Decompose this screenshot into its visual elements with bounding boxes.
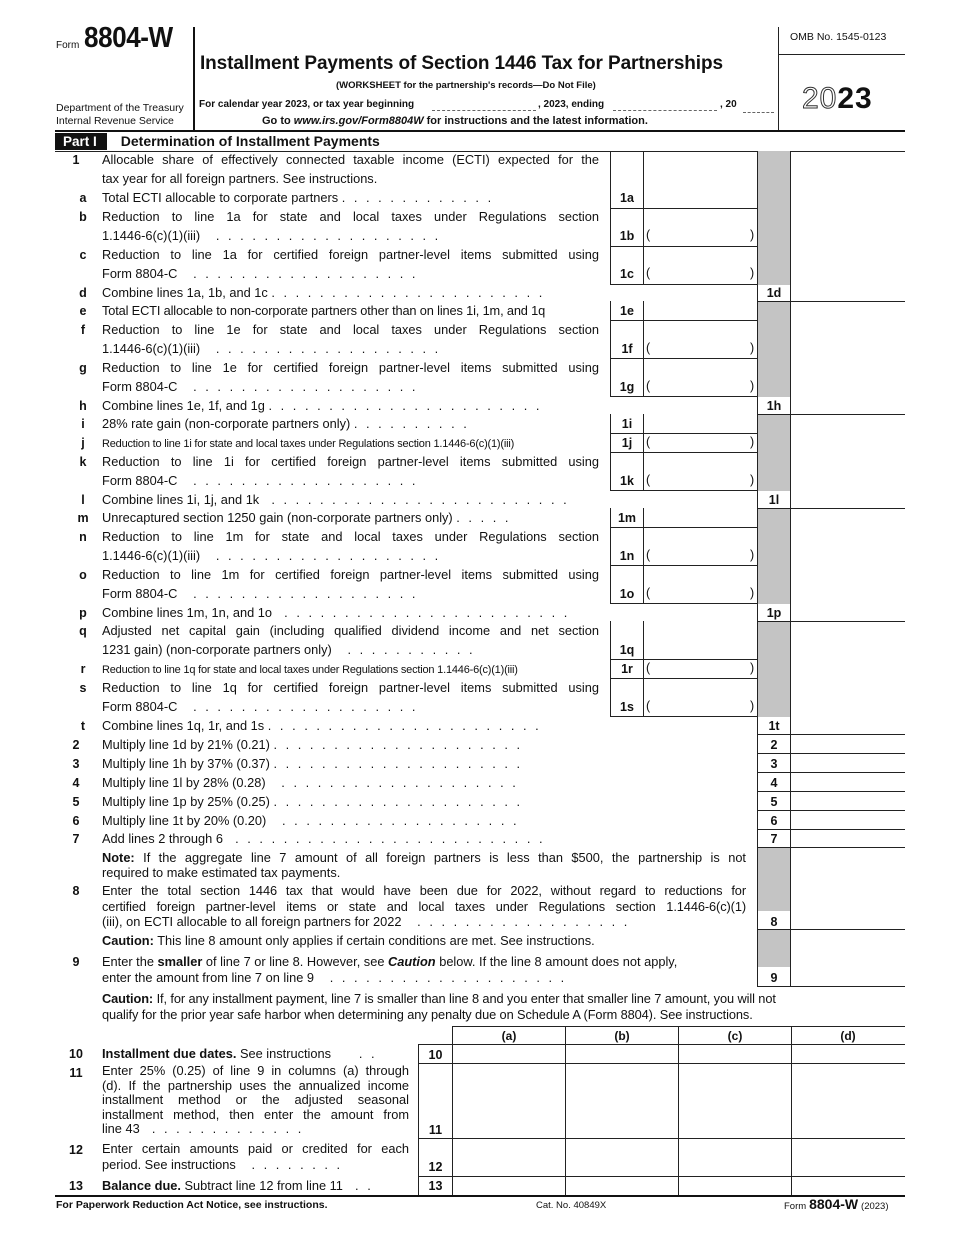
line-1k-label: 1k (620, 474, 634, 488)
line-1r-letter: r (80, 662, 86, 676)
line-10-number: 10 (69, 1047, 83, 1061)
line-13-col-b[interactable] (566, 1177, 678, 1195)
line-1i-amount[interactable] (644, 415, 757, 433)
line-2-amount[interactable] (791, 735, 905, 753)
line-5-text: Multiply line 1p by 25% (0.25) ..................... (102, 794, 529, 809)
line-1f-letter: f (80, 323, 86, 337)
line-4-label: 4 (770, 776, 778, 790)
line-1s-amount[interactable] (644, 679, 757, 716)
line-1b-text: Reduction to line 1a for state and local taxes under Regulations section (102, 209, 599, 224)
line-9-amount[interactable] (791, 930, 905, 986)
line-9-caution-2: qualify for the prior year safe harbor when determining any penalty due on Schedule A (Form 8804). See instructions. (102, 1007, 753, 1022)
rule-9 (757, 986, 905, 987)
line-1c-text: Reduction to line 1a for certified foreign partner-level items submitted using (102, 247, 599, 262)
line-11-text-4: installment method, then enter the amount from (102, 1106, 409, 1122)
tax-year (802, 84, 873, 114)
line-6-number: 6 (72, 814, 80, 828)
line-1r-label: 1r (621, 662, 633, 676)
line-10-col-b[interactable] (566, 1045, 678, 1063)
line-12-col-a[interactable] (453, 1139, 565, 1176)
line-1n-letter: n (79, 530, 87, 544)
year-bold: 23 (837, 82, 873, 115)
line-3-label: 3 (770, 757, 778, 771)
line-3-number: 3 (72, 757, 80, 771)
line-1a-label: 1a (620, 191, 634, 205)
line-8-amount[interactable] (791, 848, 905, 929)
paren-open-1o: ( (646, 586, 651, 600)
line-1-text-2: tax year for all foreign partners. See instructions. (102, 171, 378, 186)
form-subtitle: (WORKSHEET for the partnership's records—Do Not File) (336, 80, 596, 91)
footer-form-year: (2023) (861, 1201, 889, 1212)
paren-open-1s: ( (646, 699, 651, 713)
line-5-number: 5 (72, 795, 80, 809)
line-1g-text-2: Form 8804-C ................... (102, 379, 425, 394)
form-title: Installment Payments of Section 1446 Tax for Partnerships (200, 53, 723, 74)
line-9-number: 9 (72, 955, 80, 969)
line-7-amount[interactable] (791, 830, 905, 847)
line-1b-text-2: 1.1446-6(c)(1)(iii) ................... (102, 228, 447, 243)
line-1q-text: Adjusted net capital gain (including qualified dividend income and net section (102, 623, 599, 638)
line-1s-text: Reduction to line 1q for certified foreign partner-level items submitted using (102, 680, 599, 695)
line-2-label: 2 (770, 738, 778, 752)
paren-close-1k: ) (750, 473, 755, 487)
header-divider-left (193, 27, 195, 130)
line-1d-amount[interactable] (791, 270, 905, 301)
line-7-text: Add lines 2 through 6 .......................... (102, 831, 552, 846)
line-13-number: 13 (69, 1179, 83, 1193)
paren-open-1c: ( (646, 266, 651, 280)
line-1-number: 1 (72, 153, 80, 167)
line-6-text: Multiply line 1t by 20% (0.20) .................... (102, 813, 526, 828)
goto-suffix: for instructions and the latest information. (426, 115, 648, 127)
paren-close-1f: ) (750, 341, 755, 355)
form-number: 8804-W (84, 22, 173, 54)
paren-close-1s: ) (750, 699, 755, 713)
line-1c-label: 1c (620, 267, 634, 281)
line-2-text: Multiply line 1d by 21% (0.21) ..................... (102, 737, 529, 752)
line-1-text: Allocable share of effectively connected taxable income (ECTI) expected for the (102, 152, 599, 167)
line-7-label: 7 (770, 832, 778, 846)
rule-1o (610, 603, 757, 604)
agency-name: Internal Revenue Service (56, 115, 174, 127)
line-1g-amount[interactable] (644, 359, 757, 396)
line-1q-label: 1q (619, 643, 635, 657)
line-2-number: 2 (72, 738, 80, 752)
line-1m-amount[interactable] (644, 509, 757, 527)
line-1b-amount[interactable] (644, 209, 757, 246)
tax-year-ending-field[interactable] (613, 110, 717, 111)
rule-1p (757, 621, 905, 622)
line-1s-text-2: Form 8804-C ................... (102, 699, 425, 714)
tax-year-beginning-field[interactable] (432, 110, 536, 111)
line-1j-text: Reduction to line 1i for state and local taxes under Regulations section 1.1446-6(c)(1)(iii) (102, 438, 515, 450)
line-12-text-2: period. See instructions ........ (102, 1157, 349, 1172)
line-12-col-d[interactable] (792, 1139, 905, 1176)
line-1p-label: 1p (766, 606, 782, 620)
shade-caution-9 (757, 929, 790, 967)
line-1h-amount[interactable] (791, 383, 905, 414)
line-1t-letter: t (80, 719, 86, 733)
line-1b-label: 1b (619, 229, 635, 243)
line-8-text: Enter the total section 1446 tax that would have been due for 2022, without regard to reductions for (102, 883, 746, 898)
line-1m-label: 1m (617, 511, 637, 525)
line-12-number: 12 (69, 1143, 83, 1157)
header-divider-right (778, 55, 779, 130)
rule-1g (610, 396, 757, 397)
goto-prefix: Go to (262, 115, 291, 127)
line-1g-text: Reduction to line 1e for certified foreign partner-level items submitted using (102, 360, 599, 375)
paren-close-1b: ) (750, 228, 755, 242)
line-1o-text-2: Form 8804-C ................... (102, 586, 425, 601)
line-1k-letter: k (79, 455, 87, 469)
line-4-amount[interactable] (791, 773, 905, 791)
column-header-d: (d) (840, 1029, 856, 1043)
line-1c-amount[interactable] (644, 247, 757, 284)
line-7-note-2: required to make estimated tax payments. (102, 865, 341, 880)
rule-1h (757, 414, 905, 415)
line-1i-text: 28% rate gain (non-corporate partners only) .......... (102, 416, 476, 431)
line-12-label: 12 (428, 1160, 443, 1174)
line-1m-text: Unrecaptured section 1250 gain (non-corporate partners only) ..... (102, 510, 518, 525)
paren-open-1n: ( (646, 548, 651, 562)
line-1q-letter: q (79, 624, 87, 638)
shade-1m-1o (757, 508, 790, 604)
line-1l-letter: l (81, 493, 85, 507)
rule-1l (757, 508, 905, 509)
line-1m-letter: m (77, 511, 89, 525)
line-12-col-c[interactable] (679, 1139, 791, 1176)
shade-1e-1g (757, 301, 790, 397)
line-11-text-2: (d). If the partnership uses the annualized income (102, 1077, 409, 1093)
line-1j-letter: j (81, 436, 85, 450)
rule-1d (757, 301, 905, 302)
paren-open-1j: ( (646, 435, 651, 449)
line-1n-text-2: 1.1446-6(c)(1)(iii) ................... (102, 548, 447, 563)
line-1j-amount[interactable] (644, 434, 757, 452)
footer-form-number: 8804-W (809, 1196, 859, 1212)
line-1q-text-2: 1231 gain) (non-corporate partners only) ........... (102, 642, 482, 657)
line-1k-text: Reduction to line 1i for certified foreign partner-level items submitted using (102, 454, 599, 469)
line-1a-text: Total ECTI allocable to corporate partners ............. (102, 190, 500, 205)
shade-1a-1c (757, 151, 790, 285)
line-1f-label: 1f (621, 342, 633, 356)
line-1d-letter: d (79, 286, 87, 300)
year-outline: 20 (802, 82, 838, 115)
shade-1i-1k (757, 414, 790, 491)
footer-form-id (784, 1196, 889, 1212)
line-1e-amount[interactable] (644, 302, 757, 320)
rule-1k (610, 490, 757, 491)
header-divider-right-top (778, 27, 779, 57)
line-11-col-c[interactable] (679, 1064, 791, 1138)
line-7-number: 7 (72, 832, 80, 846)
omb-number: OMB No. 1545-0123 (790, 31, 887, 43)
line-7-note: Note: If the aggregate line 7 amount of all foreign partners is less than $500, the partnership is not (102, 850, 746, 865)
tax-year-ending-text: , 2023, ending (538, 99, 605, 110)
line-1n-text: Reduction to line 1m for state and local taxes under Regulations section (102, 529, 599, 544)
line-1a-letter: a (79, 191, 87, 205)
line-11-text-5: line 43 ............. (102, 1121, 310, 1136)
line-11-number: 11 (69, 1066, 83, 1080)
line-1k-text-2: Form 8804-C ................... (102, 473, 425, 488)
line-1g-letter: g (79, 361, 87, 375)
line-9-label: 9 (770, 971, 778, 985)
paperwork-notice: For Paperwork Reduction Act Notice, see instructions. (56, 1199, 328, 1211)
line-3-text: Multiply line 1h by 37% (0.37) ..................... (102, 756, 529, 771)
omb-divider (779, 54, 905, 55)
inner-col-left-1 (610, 151, 611, 285)
line-9-caution: Caution: If, for any installment payment, line 7 is smaller than line 8 and you enter that smaller line 7 amount, you will not (102, 991, 776, 1006)
line-1t-text: Combine lines 1q, 1r, and 1s ....................... (102, 718, 548, 733)
line-13-col-c[interactable] (679, 1177, 791, 1195)
shade-note-8 (757, 847, 790, 911)
line-1t-amount[interactable] (791, 717, 905, 734)
line-1e-label: 1e (620, 304, 634, 318)
line-1f-amount[interactable] (644, 321, 757, 358)
paren-open-1k: ( (646, 473, 651, 487)
rule-1c (610, 284, 757, 285)
line-3-amount[interactable] (791, 754, 905, 772)
line-1n-amount[interactable] (644, 528, 757, 565)
line-12-text-1: Enter certain amounts paid or credited for each (102, 1141, 409, 1156)
line-5-label: 5 (770, 795, 778, 809)
line-1o-letter: o (79, 568, 87, 582)
line-1f-text: Reduction to line 1e for state and local taxes under Regulations section (102, 322, 599, 337)
irs-url[interactable]: www.irs.gov/Form8804W (293, 115, 424, 127)
line-1t-label: 1t (768, 719, 780, 733)
paren-close-1n: ) (750, 548, 755, 562)
line-1p-letter: p (79, 606, 87, 620)
line-1f-text-2: 1.1446-6(c)(1)(iii) ................... (102, 341, 447, 356)
line-1s-label: 1s (620, 700, 634, 714)
line-1s-letter: s (79, 681, 87, 695)
line-1q-amount[interactable] (644, 622, 757, 659)
line-13-col-a[interactable] (453, 1177, 565, 1195)
line-4-number: 4 (72, 776, 80, 790)
line-12-col-b[interactable] (566, 1139, 678, 1176)
department-name: Department of the Treasury (56, 102, 184, 114)
line-1k-amount[interactable] (644, 453, 757, 490)
line-1h-letter: h (79, 399, 87, 413)
line-1d-label: 1d (766, 286, 782, 300)
paren-open-1r: ( (646, 661, 651, 675)
line-11-text-1: Enter 25% (0.25) of line 9 in columns (a) through (102, 1063, 409, 1078)
line-1o-label: 1o (619, 587, 635, 601)
catalog-number: Cat. No. 40849X (536, 1200, 607, 1211)
line-11-col-d[interactable] (792, 1064, 905, 1138)
form-word: Form (56, 40, 80, 51)
line-8-label: 8 (770, 915, 778, 929)
line-1i-letter: i (81, 417, 85, 431)
line-11-text-3: installment method or the adjusted seasonal (102, 1092, 409, 1107)
paren-close-1j: ) (750, 435, 755, 449)
line-1o-text: Reduction to line 1m for certified foreign partner-level items submitted using (102, 567, 599, 582)
rule-1s (610, 716, 757, 717)
paren-close-1r: ) (750, 661, 755, 675)
line-1l-amount[interactable] (791, 477, 905, 508)
line-6-amount[interactable] (791, 811, 905, 829)
line-1c-letter: c (79, 248, 87, 262)
line-11-col-a[interactable] (453, 1064, 565, 1138)
instructions-link-text (262, 115, 648, 127)
year-suffix-text: , 20 (720, 99, 737, 110)
line-9-text-2: enter the amount from line 7 on line 9 .................... (102, 970, 573, 985)
paren-close-1c: ) (750, 266, 755, 280)
line-1e-letter: e (79, 304, 87, 318)
line-1e-text: Total ECTI allocable to non-corporate partners other than on lines 1i, 1m, and 1q (102, 303, 546, 318)
line-1c-text-2: Form 8804-C ................... (102, 266, 425, 281)
tax-year-text: For calendar year 2023, or tax year beginning (199, 99, 415, 110)
footer-form-word: Form (784, 1201, 807, 1212)
column-header-a: (a) (501, 1029, 517, 1043)
line-1r-text: Reduction to line 1q for state and local taxes under Regulations section 1.1446-6(c)(1)(iii) (102, 664, 518, 676)
paren-close-1o: ) (750, 586, 755, 600)
line-1l-label: 1l (768, 493, 780, 507)
line-6-label: 6 (770, 814, 778, 828)
line-8-text-2: certified foreign partner-level items or state and local taxes under Regulations section 1.1446-6(c)(1) (102, 899, 746, 914)
column-header-b: (b) (614, 1029, 630, 1043)
line-1n-label: 1n (619, 549, 635, 563)
line-11-col-b[interactable] (566, 1064, 678, 1138)
line-1p-amount[interactable] (791, 590, 905, 621)
line-5-amount[interactable] (791, 792, 905, 810)
line-1a-amount[interactable] (644, 152, 757, 208)
line-1h-label: 1h (766, 399, 782, 413)
line-8-caution: Caution: This line 8 amount only applies if certain conditions are met. See instructions. (102, 933, 595, 948)
line-1o-amount[interactable] (644, 566, 757, 603)
line-13-label: 13 (428, 1179, 443, 1193)
paren-open-1f: ( (646, 341, 651, 355)
line-13-col-d[interactable] (792, 1177, 905, 1195)
line-10-label: 10 (428, 1048, 443, 1062)
line-10-col-c[interactable] (679, 1045, 791, 1063)
part1-bar (55, 132, 380, 150)
line-1h-text: Combine lines 1e, 1f, and 1g ....................... (102, 398, 549, 413)
right-label-col-left (757, 151, 758, 986)
line-9-text: Enter the smaller of line 7 or line 8. However, see Caution below. If the line 8 amount does not apply, (102, 954, 678, 969)
paren-close-1g: ) (750, 379, 755, 393)
line-1r-amount[interactable] (644, 660, 757, 678)
line-4-text: Multiply line 1l by 28% (0.28) .................... (102, 775, 525, 790)
paren-open-1b: ( (646, 228, 651, 242)
line-8-number: 8 (72, 884, 80, 898)
line-13-text: Balance due. Subtract line 12 from line 11 .. (102, 1178, 380, 1193)
line-1j-label: 1j (621, 436, 633, 450)
part1-title: Determination of Installment Payments (120, 133, 380, 149)
line-1b-letter: b (79, 210, 87, 224)
line-11-label: 11 (428, 1123, 443, 1137)
line-1p-text: Combine lines 1m, 1n, and 1o ........................ (102, 605, 576, 620)
line-1d-text: Combine lines 1a, 1b, and 1c ....................... (102, 285, 551, 300)
line-10-col-a[interactable] (453, 1045, 565, 1063)
tax-year-ending-year-field[interactable] (743, 112, 774, 113)
shade-1q-1s (757, 621, 790, 717)
line-10-text: Installment due dates. See instructions .. (102, 1046, 384, 1061)
line-8-text-3: (iii), on ECTI allocable to all foreign partners for 2022 .................. (102, 914, 636, 929)
paren-open-1g: ( (646, 379, 651, 393)
column-header-c: (c) (727, 1029, 743, 1043)
line-1i-label: 1i (621, 417, 633, 431)
part1-tag: Part I (55, 133, 107, 150)
line-1l-text: Combine lines 1i, 1j, and 1k ......................... (102, 492, 576, 507)
line-10-col-d[interactable] (792, 1045, 905, 1063)
line-1g-label: 1g (619, 380, 635, 394)
